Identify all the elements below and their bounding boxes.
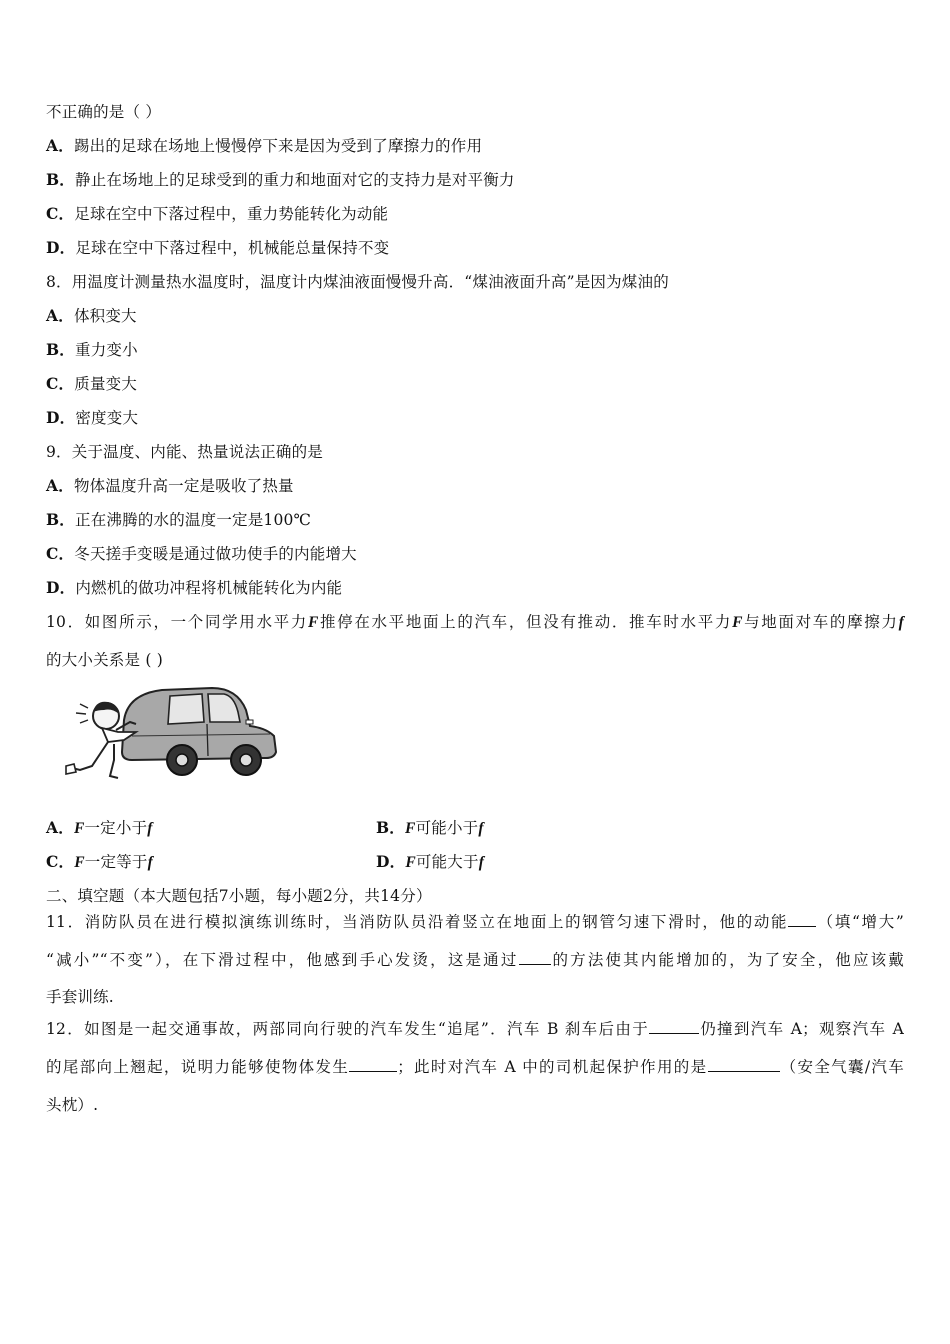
option-text: 正在沸腾的水的温度一定是100℃	[75, 511, 312, 529]
q11-line3: 手套训练.	[46, 988, 114, 1006]
q11-text: （填“增大”	[816, 913, 904, 931]
q8-option-d	[46, 408, 138, 428]
q9-option-b	[46, 510, 311, 530]
q10-option-a	[46, 818, 153, 839]
option-text: 物体温度升高一定是吸收了热量	[73, 477, 294, 495]
option-text: 足球在空中下落过程中，机械能总量保持不变	[75, 239, 390, 257]
q10-stem-part1: 10．如图所示，一个同学用水平力	[46, 613, 308, 631]
force-symbol-F: F	[74, 854, 85, 871]
q11-line2	[46, 950, 904, 970]
q12-text: （安全气囊/汽车	[779, 1058, 904, 1076]
q8-option-c	[46, 374, 137, 394]
q10-option-b	[376, 818, 484, 839]
q7-stem: 不正确的是（ ）	[46, 103, 162, 121]
force-symbol-F: F	[405, 820, 416, 837]
force-symbol-F: F	[405, 854, 416, 871]
option-label: D．	[46, 578, 76, 597]
q11-text: 的方法使其内能增加的，为了安全，他应该戴	[550, 951, 904, 969]
option-label: A．	[46, 136, 74, 155]
force-symbol-F: F	[307, 614, 319, 631]
option-relation: 一定小于	[84, 819, 148, 837]
section-heading: 二、填空题（本大题包括7小题，每小题2分，共14分）	[46, 887, 432, 905]
q8-option-b	[46, 340, 138, 360]
fill-blank[interactable]	[649, 1019, 699, 1034]
option-text: 内燃机的做功冲程将机械能转化为内能	[75, 579, 343, 597]
force-symbol-F: F	[73, 820, 85, 837]
q9-option-d	[46, 578, 342, 598]
q8-option-a	[46, 306, 137, 326]
q7-option-d	[46, 238, 389, 258]
force-symbol-F: F	[732, 614, 743, 631]
q11-line1	[46, 912, 904, 932]
fill-blank[interactable]	[788, 912, 816, 927]
friction-symbol-f: f	[147, 820, 153, 837]
q10-option-d	[376, 852, 484, 873]
q11-text: “减小”“不变”），在下滑过程中，他感到手心发烫，这是通过	[46, 951, 519, 969]
q10-stem-part3: 与地面对车的摩擦力	[742, 613, 899, 631]
option-label: B．	[46, 510, 76, 529]
option-label: C．	[46, 852, 75, 871]
option-label: D．	[46, 238, 76, 257]
option-text: 踢出的足球在场地上慢慢停下来是因为受到了摩擦力的作用	[73, 137, 483, 155]
q9-stem: 9．关于温度、内能、热量说法正确的是	[46, 443, 323, 461]
q12-line1	[46, 1019, 904, 1039]
q9-option-a	[46, 476, 294, 496]
option-label: D．	[376, 852, 406, 871]
option-label: A．	[46, 306, 74, 325]
q12-text: 12．如图是一起交通事故，两部同向行驶的汽车发生“追尾”．汽车 B 刹车后由于	[46, 1020, 650, 1038]
option-label: B．	[46, 340, 76, 359]
q12-text: 的尾部向上翘起，说明力能够使物体发生	[46, 1058, 350, 1076]
q7-option-c	[46, 204, 388, 224]
option-text: 密度变大	[75, 409, 139, 427]
q10-stem-line2: 的大小关系是 ( )	[46, 651, 163, 669]
option-label: C．	[46, 544, 75, 563]
option-text: 冬天搓手变暖是通过做功使手的内能增大	[74, 545, 357, 563]
option-label: A．	[46, 476, 74, 495]
option-text: 重力变小	[75, 341, 138, 359]
option-text: 静止在场地上的足球受到的重力和地面对它的支持力是对平衡力	[75, 171, 515, 189]
q8-stem: 8．用温度计测量热水温度时，温度计内煤油液面慢慢升高．“煤油液面升高”是因为煤油的	[46, 273, 669, 291]
q9-option-c	[46, 544, 357, 564]
q12-line2	[46, 1057, 904, 1077]
q10-stem-line1	[46, 612, 904, 633]
fill-blank[interactable]	[708, 1057, 780, 1072]
option-label: D．	[46, 408, 76, 427]
option-label: A．	[46, 818, 74, 837]
q12-text: ；此时对汽车 A 中的司机起保护作用的是	[397, 1058, 708, 1076]
q10-option-c	[46, 852, 153, 873]
option-text: 质量变大	[74, 375, 138, 393]
q10-stem-part2: 推停在水平地面上的汽车，但没有推动．推车时水平力	[318, 613, 733, 631]
option-relation: 一定等于	[84, 853, 148, 871]
q12-text: 仍撞到汽车 A；观察汽车 A	[699, 1020, 904, 1038]
boy-pushing-car-figure	[52, 680, 282, 788]
friction-symbol-f: f	[147, 854, 153, 871]
q7-option-a	[46, 136, 482, 156]
q7-option-b	[46, 170, 515, 190]
friction-symbol-f: f	[478, 854, 485, 871]
q11-text: 11．消防队员在进行模拟演练训练时，当消防队员沿着竖立在地面上的钢管匀速下滑时，他的动能	[46, 913, 789, 931]
q12-line3: 头枕）.	[46, 1096, 99, 1114]
option-relation: 可能小于	[415, 819, 479, 837]
option-relation: 可能大于	[415, 853, 479, 871]
option-text: 足球在空中下落过程中，重力势能转化为动能	[74, 205, 389, 223]
friction-symbol-f: f	[478, 820, 484, 837]
option-label: C．	[46, 204, 75, 223]
friction-symbol-f: f	[898, 614, 904, 631]
option-label: B．	[376, 818, 406, 837]
fill-blank[interactable]	[519, 950, 551, 965]
fill-blank[interactable]	[349, 1057, 397, 1072]
option-label: B．	[46, 170, 76, 189]
option-text: 体积变大	[73, 307, 137, 325]
option-label: C．	[46, 374, 75, 393]
